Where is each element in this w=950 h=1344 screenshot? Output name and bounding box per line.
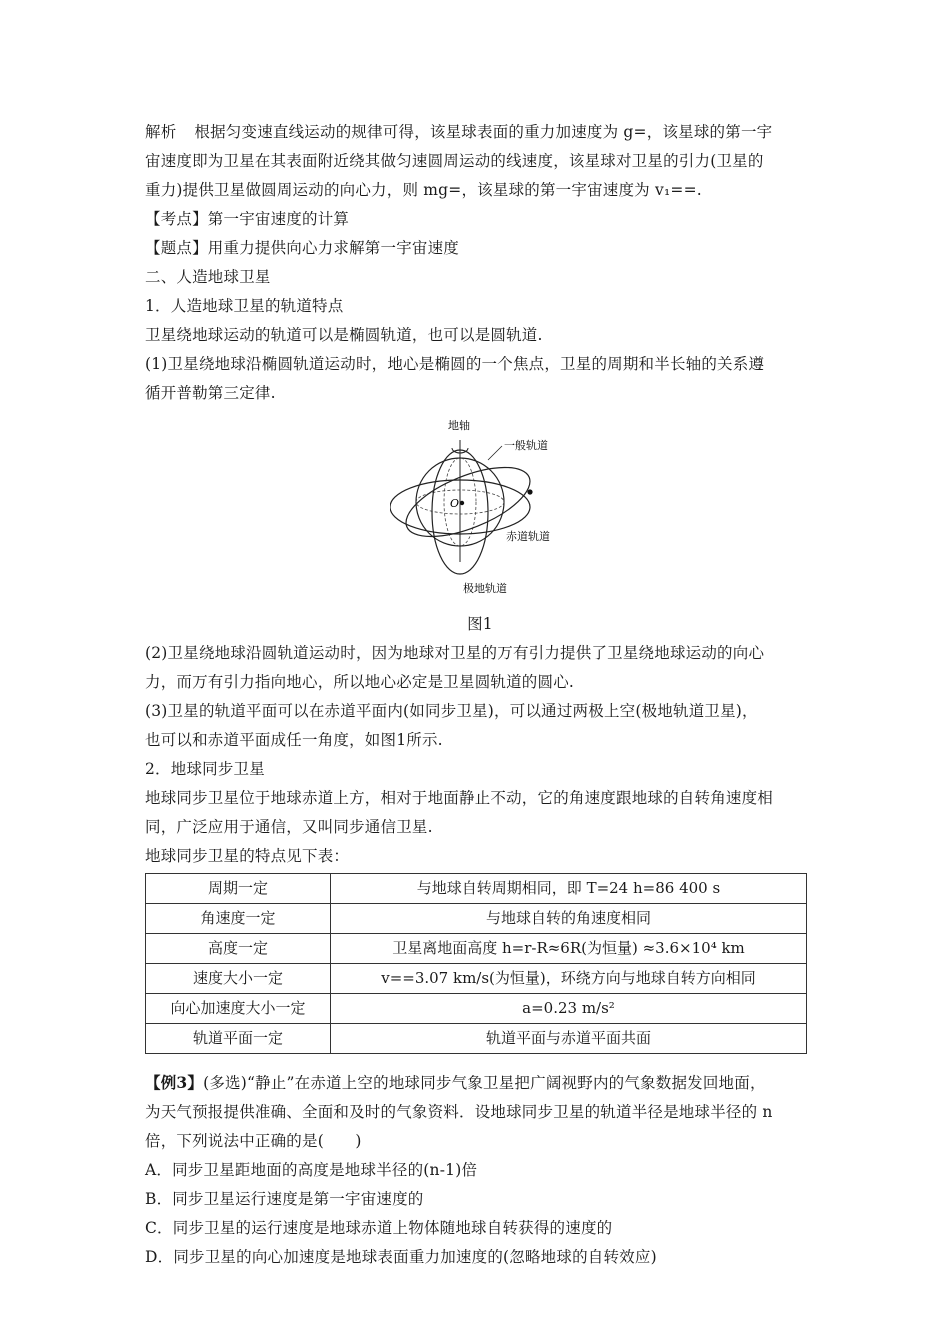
sub-1-point-1-line-2: 循开普勒第三定律. <box>145 384 276 402</box>
example-text-1: (多选)“静止”在赤道上空的地球同步气象卫星把广阔视野内的气象数据发回地面， <box>203 1074 766 1092</box>
figure-caption: 图1 <box>467 615 493 633</box>
table-intro: 地球同步卫星的特点见下表： <box>145 847 350 865</box>
analysis-line-3: 重力)提供卫星做圆周运动的向心力，则 mg=，该星球的第一宇宙速度为 v₁==. <box>145 181 702 199</box>
sub-1-point-2-line-2: 力，而万有引力指向地心，所以地心必定是卫星圆轨道的圆心. <box>145 673 575 691</box>
example-line-2: 为天气预报提供准确、全面和及时的气象资料．设地球同步卫星的轨道半径是地球半径的 n <box>145 1103 773 1121</box>
analysis-line-1 <box>145 118 815 147</box>
table-key: 轨道平面一定 <box>146 1024 331 1054</box>
table-row <box>146 934 807 964</box>
option-d: D．同步卫星的向心加速度是地球表面重力加速度的(忽略地球的自转效应) <box>145 1248 657 1266</box>
table-row <box>146 994 807 1024</box>
sub-1-point-2-line-1: (2)卫星绕地球沿圆轨道运动时，因为地球对卫星的万有引力提供了卫星绕地球运动的向心 <box>145 644 765 662</box>
sub-1-point-3-line-1: (3)卫星的轨道平面可以在赤道平面内(如同步卫星)，可以通过两极上空(极地轨道卫星)， <box>145 702 758 720</box>
equator-orbit-label: 赤道轨道 <box>506 530 550 543</box>
table-row <box>146 874 807 904</box>
table-row <box>146 904 807 934</box>
general-orbit-label: 一般轨道 <box>504 439 548 452</box>
table-row <box>146 964 807 994</box>
orbit-figure <box>145 412 815 612</box>
table-value: a=0.23 m/s² <box>331 994 807 1024</box>
axis-label: 地轴 <box>448 419 470 432</box>
table-key: 周期一定 <box>146 874 331 904</box>
sub-1-intro: 卫星绕地球运动的轨道可以是椭圆轨道，也可以是圆轨道. <box>145 326 543 344</box>
table-key: 速度大小一定 <box>146 964 331 994</box>
option-a: A．同步卫星距地面的高度是地球半径的(n-1)倍 <box>145 1161 478 1179</box>
center-dot <box>460 501 464 505</box>
example-line-1 <box>145 1068 815 1098</box>
document-page <box>145 118 815 1272</box>
satellite-dot <box>527 489 532 494</box>
tidian-line: 【题点】用重力提供向心力求解第一宇宙速度 <box>145 239 460 257</box>
orbit-diagram <box>390 412 570 612</box>
sub-2-title: 2．地球同步卫星 <box>145 760 265 778</box>
table-key: 角速度一定 <box>146 904 331 934</box>
sub-2-line-1: 地球同步卫星位于地球赤道上方，相对于地面静止不动，它的角速度跟地球的自转角速度相 <box>145 789 774 807</box>
table-value: v==3.07 km/s(为恒量)，环绕方向与地球自转方向相同 <box>331 964 807 994</box>
kaodian-line: 【考点】第一宇宙速度的计算 <box>145 210 350 228</box>
table-row <box>146 1024 807 1054</box>
table-key: 向心加速度大小一定 <box>146 994 331 1024</box>
center-label: O <box>450 497 460 510</box>
sub-1-point-3-line-2: 也可以和赤道平面成任一角度，如图1所示. <box>145 731 443 749</box>
analysis-label: 解析 <box>145 123 177 141</box>
option-b: B．同步卫星运行速度是第一宇宙速度的 <box>145 1190 424 1208</box>
section-2-heading: 二、人造地球卫星 <box>145 268 271 286</box>
analysis-line-2: 宙速度即为卫星在其表面附近绕其做匀速圆周运动的线速度，该星球对卫星的引力(卫星的 <box>145 152 764 170</box>
sync-satellite-table <box>145 873 807 1054</box>
example-label: 【例3】 <box>145 1073 204 1092</box>
example-line-3: 倍，下列说法中正确的是( ) <box>145 1132 362 1150</box>
sub-2-line-2: 同，广泛应用于通信，又叫同步通信卫星. <box>145 818 433 836</box>
table-value: 卫星离地面高度 h=r-R≈6R(为恒量) ≈3.6×10⁴ km <box>331 934 807 964</box>
table-key: 高度一定 <box>146 934 331 964</box>
table-value: 轨道平面与赤道平面共面 <box>331 1024 807 1054</box>
table-value: 与地球自转的角速度相同 <box>331 904 807 934</box>
option-c: C．同步卫星的运行速度是地球赤道上物体随地球自转获得的速度的 <box>145 1219 613 1237</box>
polar-orbit-label: 极地轨道 <box>463 582 507 595</box>
table-value: 与地球自转周期相同，即 T=24 h=86 400 s <box>331 874 807 904</box>
sub-1-title: 1．人造地球卫星的轨道特点 <box>145 297 344 315</box>
general-orbit-pointer <box>488 446 502 460</box>
analysis-text-1: 根据匀变速直线运动的规律可得，该星球表面的重力加速度为 g=，该星球的第一宇 <box>194 123 773 141</box>
sub-1-point-1-line-1: (1)卫星绕地球沿椭圆轨道运动时，地心是椭圆的一个焦点，卫星的周期和半长轴的关系遵 <box>145 355 765 373</box>
